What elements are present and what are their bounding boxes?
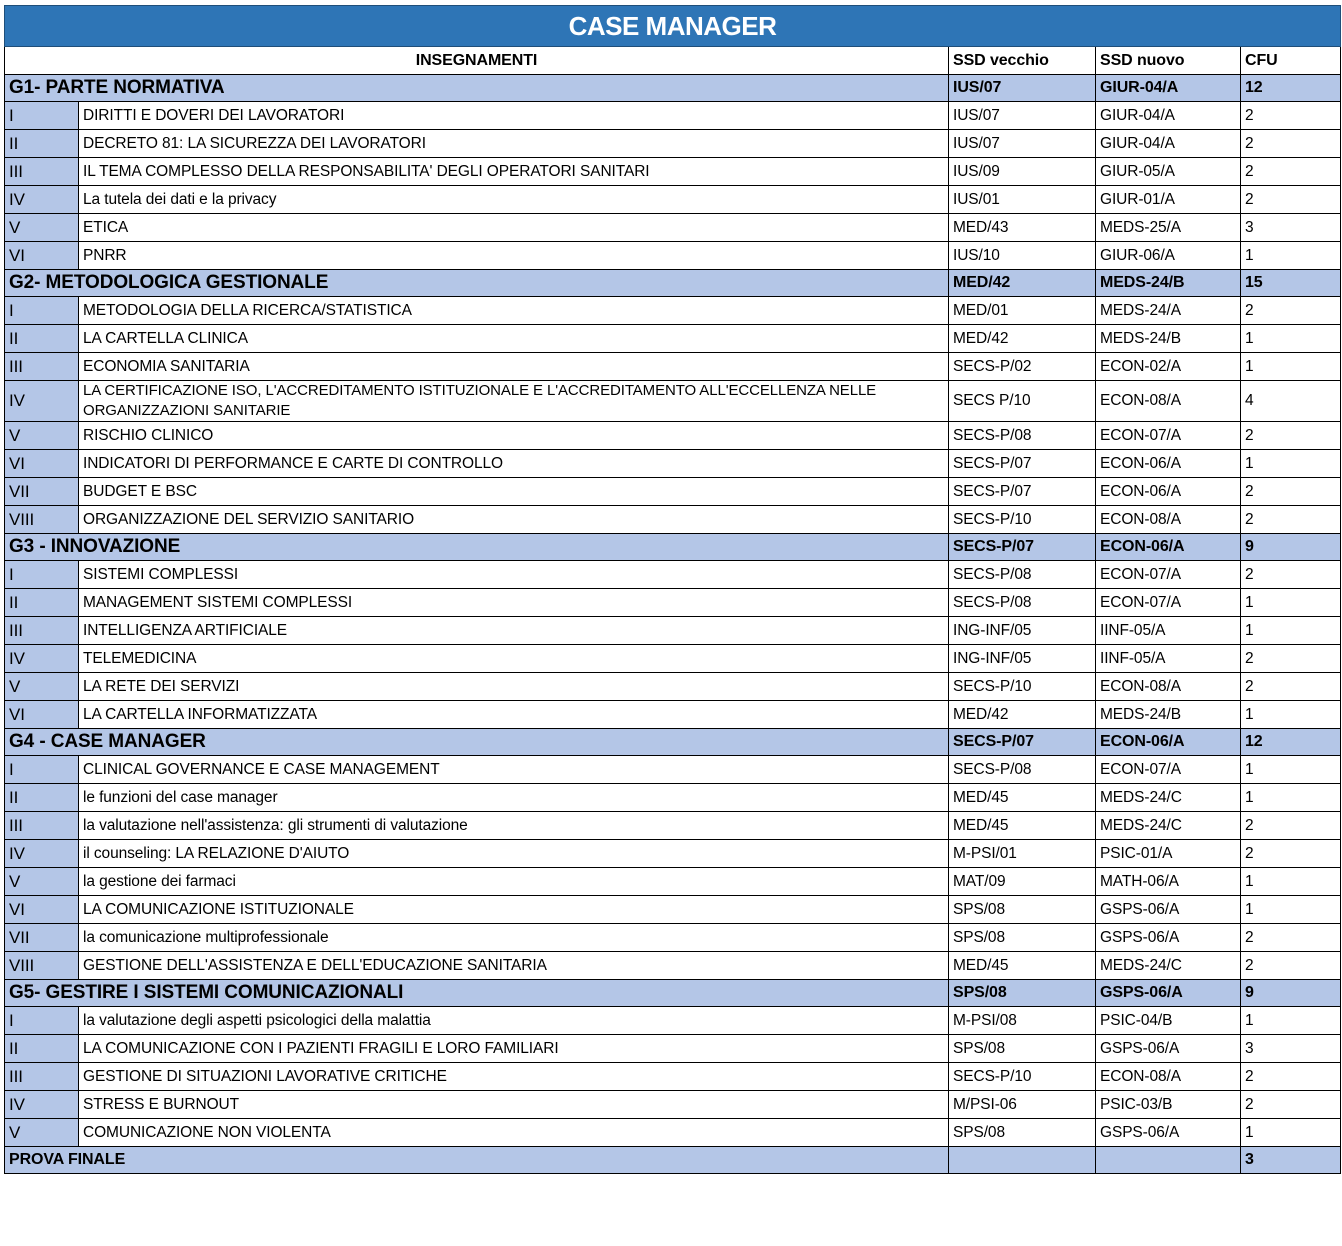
table-row [5,478,1341,506]
group-ssd-vecchio[interactable]: SPS/08 [949,980,1096,1007]
ssd-vecchio-cell[interactable]: MED/45 [949,784,1096,812]
ssd-vecchio-cell[interactable]: SECS-P/10 [949,1063,1096,1091]
course-description-cell[interactable]: IL TEMA COMPLESSO DELLA RESPONSABILITA' DEGLI OPERATORI SANITARI [79,158,949,186]
ssd-nuovo-cell[interactable]: GIUR-04/A [1096,130,1241,158]
table-row [5,1007,1341,1035]
roman-number-cell[interactable]: V [5,1119,79,1147]
course-description-cell[interactable]: DECRETO 81: LA SICUREZZA DEI LAVORATORI [79,130,949,158]
table-row [5,561,1341,589]
ssd-nuovo-cell[interactable]: ECON-07/A [1096,589,1241,617]
ssd-vecchio-cell[interactable]: SECS-P/10 [949,673,1096,701]
cfu-cell[interactable]: 1 [1241,450,1341,478]
ssd-nuovo-cell[interactable]: ECON-08/A [1096,673,1241,701]
ssd-vecchio-cell[interactable]: IUS/10 [949,242,1096,270]
table-row [5,701,1341,729]
header-ssd-vecchio[interactable]: SSD vecchio [949,47,1096,75]
course-description-cell[interactable]: BUDGET E BSC [79,478,949,506]
course-description-cell[interactable]: INDICATORI DI PERFORMANCE E CARTE DI CONTROLLO [79,450,949,478]
table-row [5,812,1341,840]
cfu-cell[interactable]: 1 [1241,756,1341,784]
course-description-cell[interactable]: COMUNICAZIONE NON VIOLENTA [79,1119,949,1147]
course-description-cell[interactable]: METODOLOGIA DELLA RICERCA/STATISTICA [79,297,949,325]
roman-number-cell[interactable]: II [5,325,79,353]
curriculum-sheet [4,5,1340,1174]
cfu-cell[interactable]: 3 [1241,214,1341,242]
ssd-nuovo-cell[interactable]: IINF-05/A [1096,617,1241,645]
header-insegnamenti[interactable]: INSEGNAMENTI [5,47,949,75]
cfu-cell[interactable]: 2 [1241,952,1341,980]
group-label[interactable]: G3 - INNOVAZIONE [5,534,949,561]
final-ssd-nuovo[interactable] [1096,1147,1241,1174]
cfu-cell[interactable]: 1 [1241,242,1341,270]
ssd-nuovo-cell[interactable]: MEDS-24/A [1096,297,1241,325]
cfu-cell[interactable]: 1 [1241,896,1341,924]
ssd-nuovo-cell[interactable]: ECON-08/A [1096,506,1241,534]
group-ssd-nuovo[interactable]: GSPS-06/A [1096,980,1241,1007]
table-row [5,1035,1341,1063]
cfu-cell[interactable]: 2 [1241,478,1341,506]
ssd-nuovo-cell[interactable]: GIUR-01/A [1096,186,1241,214]
table-row [5,450,1341,478]
table-row [5,645,1341,673]
cfu-cell[interactable]: 2 [1241,1091,1341,1119]
course-description-cell[interactable]: MANAGEMENT SISTEMI COMPLESSI [79,589,949,617]
roman-number-cell[interactable]: VI [5,450,79,478]
course-description-cell[interactable]: LA COMUNICAZIONE ISTITUZIONALE [79,896,949,924]
header-row [5,47,1341,75]
group-ssd-nuovo[interactable]: ECON-06/A [1096,534,1241,561]
table-row [5,102,1341,130]
cfu-cell[interactable]: 1 [1241,868,1341,896]
ssd-nuovo-cell[interactable]: ECON-07/A [1096,561,1241,589]
course-description-cell[interactable]: SISTEMI COMPLESSI [79,561,949,589]
ssd-vecchio-cell[interactable]: MED/45 [949,812,1096,840]
course-description-cell[interactable]: LA CERTIFICAZIONE ISO, L'ACCREDITAMENTO ISTITUZIONALE E L'ACCREDITAMENTO ALL'ECCELLENZA NELLE ORGANIZZAZIONI SANITARIE [79,381,949,422]
table-row [5,924,1341,952]
table-row [5,1063,1341,1091]
table-row [5,506,1341,534]
group-ssd-nuovo[interactable]: ECON-06/A [1096,729,1241,756]
table-row [5,868,1341,896]
ssd-nuovo-cell[interactable]: MEDS-24/B [1096,325,1241,353]
table-row [5,130,1341,158]
group-ssd-nuovo[interactable]: MEDS-24/B [1096,270,1241,297]
course-description-cell[interactable]: GESTIONE DI SITUAZIONI LAVORATIVE CRITICHE [79,1063,949,1091]
ssd-vecchio-cell[interactable]: IUS/09 [949,158,1096,186]
curriculum-table [4,5,1341,1174]
ssd-nuovo-cell[interactable]: MEDS-25/A [1096,214,1241,242]
group-ssd-vecchio[interactable]: SECS-P/07 [949,534,1096,561]
group-ssd-nuovo[interactable]: GIUR-04/A [1096,75,1241,102]
group-cfu[interactable]: 12 [1241,729,1341,756]
roman-number-cell[interactable]: II [5,130,79,158]
ssd-vecchio-cell[interactable]: MED/43 [949,214,1096,242]
group-label[interactable]: G1- PARTE NORMATIVA [5,75,949,102]
table-row [5,297,1341,325]
roman-number-cell[interactable]: IV [5,645,79,673]
ssd-vecchio-cell[interactable]: SPS/08 [949,924,1096,952]
table-row [5,673,1341,701]
table-row [5,158,1341,186]
ssd-nuovo-cell[interactable]: PSIC-03/B [1096,1091,1241,1119]
course-description-cell[interactable]: ETICA [79,214,949,242]
roman-number-cell[interactable]: I [5,297,79,325]
roman-number-cell[interactable]: VII [5,478,79,506]
group-cfu[interactable]: 15 [1241,270,1341,297]
ssd-vecchio-cell[interactable]: ING-INF/05 [949,617,1096,645]
ssd-nuovo-cell[interactable]: GIUR-06/A [1096,242,1241,270]
final-exam-label[interactable]: PROVA FINALE [5,1147,949,1174]
group-ssd-vecchio[interactable]: SECS-P/07 [949,729,1096,756]
table-row [5,617,1341,645]
course-description-cell[interactable]: LA CARTELLA INFORMATIZZATA [79,701,949,729]
cfu-cell[interactable]: 2 [1241,186,1341,214]
ssd-vecchio-cell[interactable]: SECS-P/07 [949,450,1096,478]
ssd-nuovo-cell[interactable]: ECON-02/A [1096,353,1241,381]
roman-number-cell[interactable]: III [5,158,79,186]
group-row [5,534,1341,561]
ssd-nuovo-cell[interactable]: MATH-06/A [1096,868,1241,896]
roman-number-cell[interactable]: I [5,756,79,784]
cfu-cell[interactable]: 3 [1241,1035,1341,1063]
roman-number-cell[interactable]: III [5,812,79,840]
ssd-vecchio-cell[interactable]: M/PSI-06 [949,1091,1096,1119]
table-row [5,186,1341,214]
final-exam-row [5,1147,1341,1174]
course-description-cell[interactable]: PNRR [79,242,949,270]
course-description-cell[interactable]: la gestione dei farmaci [79,868,949,896]
ssd-nuovo-cell[interactable]: GIUR-04/A [1096,102,1241,130]
ssd-nuovo-cell[interactable]: ECON-06/A [1096,450,1241,478]
ssd-nuovo-cell[interactable]: ECON-08/A [1096,381,1241,422]
roman-number-cell[interactable]: II [5,589,79,617]
ssd-vecchio-cell[interactable]: M-PSI/01 [949,840,1096,868]
table-row [5,840,1341,868]
group-row [5,980,1341,1007]
final-cfu[interactable]: 3 [1241,1147,1341,1174]
header-cfu[interactable]: CFU [1241,47,1341,75]
table-row [5,325,1341,353]
ssd-vecchio-cell[interactable]: SECS-P/08 [949,589,1096,617]
ssd-nuovo-cell[interactable]: IINF-05/A [1096,645,1241,673]
ssd-nuovo-cell[interactable]: GIUR-05/A [1096,158,1241,186]
ssd-nuovo-cell[interactable]: ECON-07/A [1096,756,1241,784]
table-row [5,353,1341,381]
cfu-cell[interactable]: 4 [1241,381,1341,422]
course-description-cell[interactable]: la comunicazione multiprofessionale [79,924,949,952]
course-description-cell[interactable]: LA CARTELLA CLINICA [79,325,949,353]
ssd-vecchio-cell[interactable]: M-PSI/08 [949,1007,1096,1035]
ssd-nuovo-cell[interactable]: PSIC-04/B [1096,1007,1241,1035]
roman-number-cell[interactable]: VI [5,701,79,729]
ssd-vecchio-cell[interactable]: SECS-P/08 [949,756,1096,784]
ssd-vecchio-cell[interactable]: IUS/01 [949,186,1096,214]
ssd-nuovo-cell[interactable]: ECON-06/A [1096,478,1241,506]
course-description-cell[interactable]: DIRITTI E DOVERI DEI LAVORATORI [79,102,949,130]
roman-number-cell[interactable]: VI [5,896,79,924]
cfu-cell[interactable]: 1 [1241,353,1341,381]
cfu-cell[interactable]: 1 [1241,1007,1341,1035]
table-row [5,1119,1341,1147]
ssd-nuovo-cell[interactable]: PSIC-01/A [1096,840,1241,868]
cfu-cell[interactable]: 2 [1241,673,1341,701]
ssd-nuovo-cell[interactable]: GSPS-06/A [1096,924,1241,952]
course-description-cell[interactable]: STRESS E BURNOUT [79,1091,949,1119]
roman-number-cell[interactable]: I [5,561,79,589]
ssd-vecchio-cell[interactable]: SECS-P/08 [949,422,1096,450]
roman-number-cell[interactable]: I [5,102,79,130]
cfu-cell[interactable]: 2 [1241,422,1341,450]
group-label[interactable]: G2- METODOLOGICA GESTIONALE [5,270,949,297]
table-row [5,896,1341,924]
ssd-vecchio-cell[interactable]: MED/45 [949,952,1096,980]
group-row [5,270,1341,297]
cfu-cell[interactable]: 1 [1241,589,1341,617]
roman-number-cell[interactable]: V [5,422,79,450]
course-description-cell[interactable]: INTELLIGENZA ARTIFICIALE [79,617,949,645]
ssd-vecchio-cell[interactable]: SPS/08 [949,896,1096,924]
title-row [5,6,1341,47]
cfu-cell[interactable]: 2 [1241,840,1341,868]
roman-number-cell[interactable]: III [5,1063,79,1091]
group-cfu[interactable]: 9 [1241,980,1341,1007]
table-row [5,242,1341,270]
cfu-cell[interactable]: 2 [1241,130,1341,158]
ssd-nuovo-cell[interactable]: GSPS-06/A [1096,1119,1241,1147]
course-description-cell[interactable]: il counseling: LA RELAZIONE D'AIUTO [79,840,949,868]
roman-number-cell[interactable]: IV [5,840,79,868]
ssd-nuovo-cell[interactable]: MEDS-24/C [1096,812,1241,840]
ssd-nuovo-cell[interactable]: GSPS-06/A [1096,1035,1241,1063]
cfu-cell[interactable]: 2 [1241,506,1341,534]
course-description-cell[interactable]: La tutela dei dati e la privacy [79,186,949,214]
cfu-cell[interactable]: 2 [1241,812,1341,840]
roman-number-cell[interactable]: III [5,353,79,381]
cfu-cell[interactable]: 2 [1241,102,1341,130]
ssd-vecchio-cell[interactable]: SPS/08 [949,1119,1096,1147]
group-label[interactable]: G4 - CASE MANAGER [5,729,949,756]
ssd-vecchio-cell[interactable]: SECS-P/02 [949,353,1096,381]
roman-number-cell[interactable]: V [5,214,79,242]
roman-number-cell[interactable]: II [5,784,79,812]
ssd-vecchio-cell[interactable]: SPS/08 [949,1035,1096,1063]
table-row [5,422,1341,450]
roman-number-cell[interactable]: II [5,1035,79,1063]
course-description-cell[interactable]: RISCHIO CLINICO [79,422,949,450]
course-description-cell[interactable]: la valutazione nell'assistenza: gli strumenti di valutazione [79,812,949,840]
table-row [5,756,1341,784]
roman-number-cell[interactable]: VI [5,242,79,270]
ssd-vecchio-cell[interactable]: MED/01 [949,297,1096,325]
ssd-vecchio-cell[interactable]: SECS-P/07 [949,478,1096,506]
course-description-cell[interactable]: LA RETE DEI SERVIZI [79,673,949,701]
group-ssd-vecchio[interactable]: IUS/07 [949,75,1096,102]
roman-number-cell[interactable]: VII [5,924,79,952]
table-row [5,589,1341,617]
cfu-cell[interactable]: 2 [1241,1063,1341,1091]
ssd-nuovo-cell[interactable]: ECON-08/A [1096,1063,1241,1091]
ssd-vecchio-cell[interactable]: SECS-P/08 [949,561,1096,589]
cfu-cell[interactable]: 1 [1241,1119,1341,1147]
group-label[interactable]: G5- GESTIRE I SISTEMI COMUNICAZIONALI [5,980,949,1007]
ssd-vecchio-cell[interactable]: MED/42 [949,325,1096,353]
roman-number-cell[interactable]: V [5,868,79,896]
group-ssd-vecchio[interactable]: MED/42 [949,270,1096,297]
cfu-cell[interactable]: 2 [1241,645,1341,673]
cfu-cell[interactable]: 1 [1241,701,1341,729]
cfu-cell[interactable]: 2 [1241,924,1341,952]
roman-number-cell[interactable]: V [5,673,79,701]
ssd-vecchio-cell[interactable]: ING-INF/05 [949,645,1096,673]
ssd-vecchio-cell[interactable]: SECS-P/10 [949,506,1096,534]
roman-number-cell[interactable]: IV [5,381,79,422]
roman-number-cell[interactable]: III [5,617,79,645]
roman-number-cell[interactable]: I [5,1007,79,1035]
roman-number-cell[interactable]: IV [5,1091,79,1119]
cfu-cell[interactable]: 1 [1241,617,1341,645]
ssd-nuovo-cell[interactable]: MEDS-24/C [1096,952,1241,980]
course-description-cell[interactable]: ECONOMIA SANITARIA [79,353,949,381]
course-description-cell[interactable]: TELEMEDICINA [79,645,949,673]
final-ssd-vecchio[interactable] [949,1147,1096,1174]
cfu-cell[interactable]: 2 [1241,561,1341,589]
header-ssd-nuovo[interactable]: SSD nuovo [1096,47,1241,75]
roman-number-cell[interactable]: IV [5,186,79,214]
group-cfu[interactable]: 12 [1241,75,1341,102]
course-description-cell[interactable]: ORGANIZZAZIONE DEL SERVIZIO SANITARIO [79,506,949,534]
table-row [5,214,1341,242]
table-row [5,952,1341,980]
course-description-cell[interactable]: la valutazione degli aspetti psicologici della malattia [79,1007,949,1035]
ssd-vecchio-cell[interactable]: MAT/09 [949,868,1096,896]
course-description-cell[interactable]: LA COMUNICAZIONE CON I PAZIENTI FRAGILI E LORO FAMILIARI [79,1035,949,1063]
group-row [5,75,1341,102]
ssd-vecchio-cell[interactable]: SECS P/10 [949,381,1096,422]
ssd-vecchio-cell[interactable]: IUS/07 [949,102,1096,130]
sheet-title[interactable]: CASE MANAGER [5,6,1341,47]
roman-number-cell[interactable]: VIII [5,506,79,534]
ssd-vecchio-cell[interactable]: MED/42 [949,701,1096,729]
table-row [5,381,1341,422]
ssd-vecchio-cell[interactable]: IUS/07 [949,130,1096,158]
ssd-nuovo-cell[interactable]: MEDS-24/C [1096,784,1241,812]
group-cfu[interactable]: 9 [1241,534,1341,561]
group-row [5,729,1341,756]
ssd-nuovo-cell[interactable]: MEDS-24/B [1096,701,1241,729]
roman-number-cell[interactable]: VIII [5,952,79,980]
course-description-cell[interactable]: CLINICAL GOVERNANCE E CASE MANAGEMENT [79,756,949,784]
table-row [5,1091,1341,1119]
cfu-cell[interactable]: 1 [1241,325,1341,353]
ssd-nuovo-cell[interactable]: ECON-07/A [1096,422,1241,450]
cfu-cell[interactable]: 2 [1241,297,1341,325]
course-description-cell[interactable]: le funzioni del case manager [79,784,949,812]
cfu-cell[interactable]: 2 [1241,158,1341,186]
ssd-nuovo-cell[interactable]: GSPS-06/A [1096,896,1241,924]
cfu-cell[interactable]: 1 [1241,784,1341,812]
table-row [5,784,1341,812]
course-description-cell[interactable]: GESTIONE DELL'ASSISTENZA E DELL'EDUCAZIONE SANITARIA [79,952,949,980]
